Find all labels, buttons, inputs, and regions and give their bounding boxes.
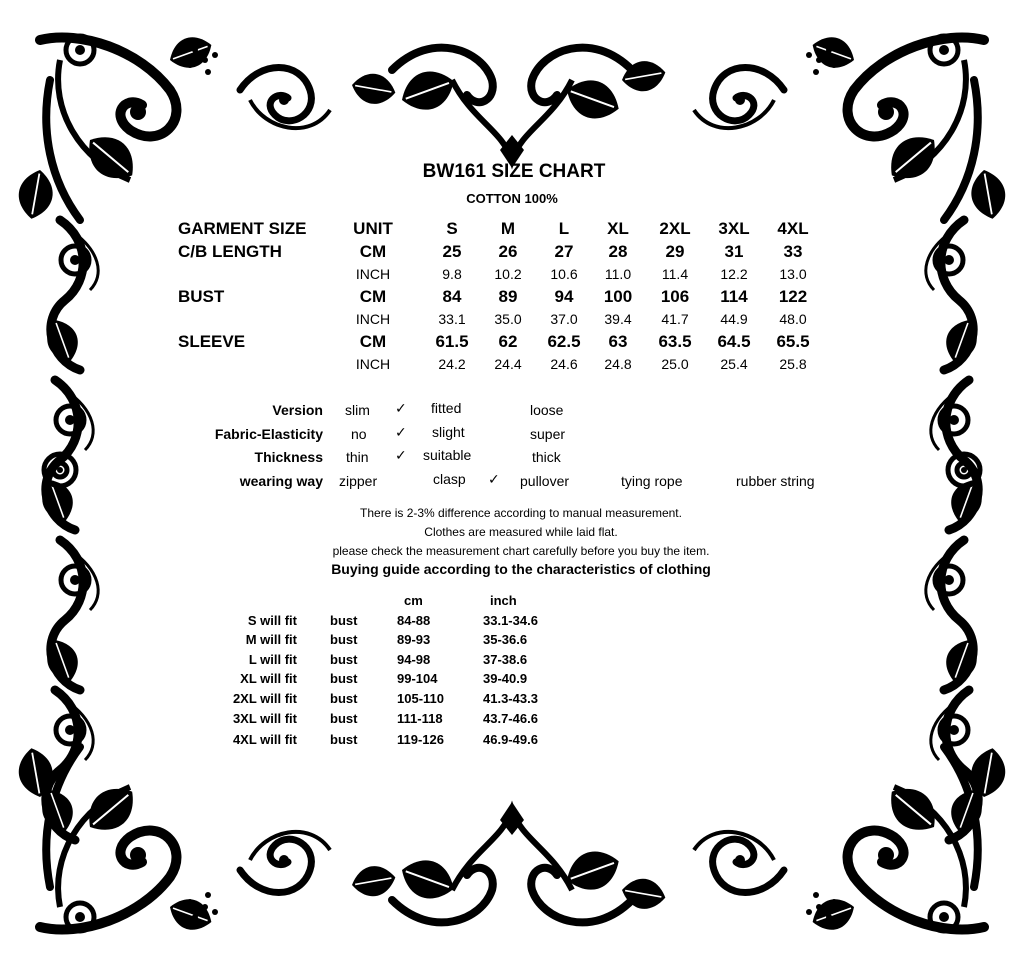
option-text: loose (530, 402, 564, 418)
cell-value: 62 (498, 332, 518, 351)
cell-value: 106 (660, 287, 690, 306)
guide-inch: 41.3-43.3 (483, 691, 538, 706)
guide-col-inch: inch (490, 593, 517, 608)
cell-value: 61.5 (435, 332, 469, 351)
cell-value: 13.0 (779, 266, 807, 282)
cell-value: 25 (442, 242, 462, 261)
option-text: suitable (423, 447, 472, 463)
note-line: There is 2-3% difference according to manual measurement. (360, 506, 682, 520)
cell-value: 24.6 (550, 356, 578, 372)
cell-value: 11.4 (661, 266, 689, 282)
guide-size: XL will fit (240, 671, 297, 686)
cell-value: 25.4 (720, 356, 748, 372)
cell-value: 24.8 (604, 356, 632, 372)
guide-col-cm: cm (404, 593, 423, 608)
guide-cm: 94-98 (397, 652, 431, 667)
unit-inch: INCH (355, 311, 391, 327)
option-text: thick (532, 449, 561, 465)
cell-value: 28 (608, 242, 628, 261)
guide-cm: 84-88 (397, 613, 431, 628)
size-header: M (500, 219, 516, 238)
option-text: pullover (520, 473, 570, 489)
size-header: L (558, 219, 570, 238)
guide-size: 4XL will fit (232, 732, 297, 747)
attr-label-wearing-way: wearing way (239, 473, 323, 489)
guide-inch: 37-38.6 (483, 652, 528, 667)
cell-value: 35.0 (494, 311, 522, 327)
cell-value: 25.0 (661, 356, 689, 372)
size-header: XL (607, 219, 629, 238)
guide-part: bust (330, 732, 358, 747)
cell-value: 89 (498, 287, 518, 306)
cell-value: 94 (554, 287, 574, 306)
cell-value: 33 (783, 242, 803, 261)
option-text: super (530, 426, 566, 442)
row-label-cb-length: C/B LENGTH (178, 242, 282, 261)
guide-inch: 33.1-34.6 (483, 613, 538, 628)
attr-label-thickness: Thickness (254, 449, 323, 465)
check-mark-icon: ✓ (395, 424, 407, 440)
garment-size-header: GARMENT SIZE (178, 219, 307, 238)
cell-value: 25.8 (779, 356, 807, 372)
guide-cm: 99-104 (397, 671, 438, 686)
cell-value: 44.9 (720, 311, 748, 327)
row-label-bust: BUST (178, 287, 225, 306)
guide-part: bust (330, 632, 358, 647)
guide-cm: 119-126 (397, 732, 444, 747)
option-text: zipper (339, 473, 378, 489)
option-text: slim (345, 402, 370, 418)
cell-value: 48.0 (779, 311, 807, 327)
cell-value: 37.0 (550, 311, 578, 327)
size-header: 4XL (777, 219, 809, 238)
unit-inch: INCH (355, 266, 391, 282)
guide-part: bust (330, 613, 358, 628)
guide-size: 2XL will fit (232, 691, 297, 706)
cell-value: 65.5 (776, 332, 810, 351)
cell-value: 29 (665, 242, 685, 261)
option-text: fitted (431, 400, 462, 416)
attr-label-version: Version (272, 402, 323, 418)
size-header: S (446, 219, 458, 238)
note-line: please check the measurement chart carefully before you buy the item. (332, 544, 710, 558)
check-mark-icon: ✓ (395, 447, 407, 463)
option-text: no (351, 426, 367, 442)
guide-cm: 105-110 (397, 691, 444, 706)
check-mark-icon: ✓ (488, 471, 500, 487)
unit-cm: CM (359, 287, 387, 306)
size-header: 3XL (718, 219, 750, 238)
cell-value: 33.1 (438, 311, 466, 327)
cell-value: 63 (608, 332, 628, 351)
cell-value: 62.5 (547, 332, 581, 351)
cell-value: 122 (778, 287, 808, 306)
guide-size: S will fit (247, 613, 297, 628)
guide-part: bust (330, 711, 358, 726)
guide-cm: 89-93 (397, 632, 431, 647)
chart-title: BW161 SIZE CHART (422, 161, 606, 182)
check-mark-icon: ✓ (395, 400, 407, 416)
guide-size: L will fit (248, 652, 297, 667)
cell-value: 31 (724, 242, 744, 261)
guide-size: M will fit (245, 632, 297, 647)
guide-part: bust (330, 652, 358, 667)
unit-inch: INCH (355, 356, 391, 372)
cell-value: 114 (720, 287, 748, 306)
note-line: Clothes are measured while laid flat. (424, 525, 618, 539)
guide-title: Buying guide according to the characteristics of clothing (331, 561, 711, 577)
material-label: COTTON 100% (466, 191, 558, 206)
cell-value: 11.0 (604, 266, 632, 282)
guide-inch: 35-36.6 (483, 632, 528, 647)
guide-part: bust (330, 691, 358, 706)
cell-value: 26 (498, 242, 518, 261)
cell-value: 12.2 (720, 266, 748, 282)
option-text: tying rope (621, 473, 683, 489)
guide-inch: 39-40.9 (483, 671, 528, 686)
option-text: slight (432, 424, 465, 440)
cell-value: 39.4 (604, 311, 632, 327)
cell-value: 84 (442, 287, 462, 306)
unit-cm: CM (359, 242, 387, 261)
option-text: thin (346, 449, 369, 465)
cell-value: 10.2 (494, 266, 522, 282)
cell-value: 9.8 (442, 266, 462, 282)
size-header: 2XL (659, 219, 691, 238)
cell-value: 27 (554, 242, 574, 261)
guide-size: 3XL will fit (232, 711, 297, 726)
cell-value: 10.6 (550, 266, 578, 282)
attr-label-elasticity: Fabric-Elasticity (214, 426, 323, 442)
cell-value: 24.2 (438, 356, 466, 372)
unit-cm: CM (359, 332, 387, 351)
option-text: rubber string (736, 473, 815, 489)
cell-value: 24.4 (494, 356, 522, 372)
guide-inch: 46.9-49.6 (483, 732, 538, 747)
row-label-sleeve: SLEEVE (178, 332, 246, 351)
unit-header: UNIT (353, 219, 393, 238)
cell-value: 64.5 (717, 332, 751, 351)
cell-value: 63.5 (658, 332, 692, 351)
cell-value: 41.7 (661, 311, 689, 327)
cell-value: 100 (603, 287, 633, 306)
guide-cm: 111-118 (397, 711, 443, 726)
guide-inch: 43.7-46.6 (483, 711, 538, 726)
option-text: clasp (433, 471, 466, 487)
guide-part: bust (330, 671, 358, 686)
